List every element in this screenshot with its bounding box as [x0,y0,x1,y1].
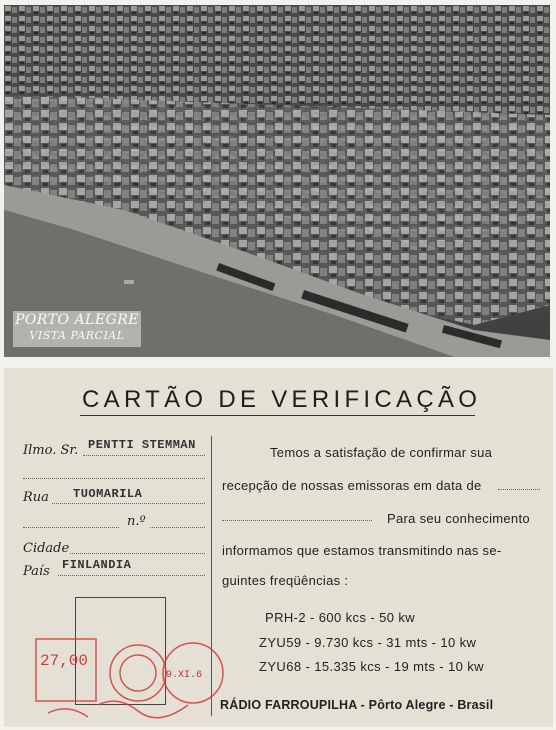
rua-line [52,503,205,504]
rua-value: TUOMARILA [73,487,143,501]
confirm-text-line1: Temos a satisfação de confirmar sua [270,445,493,460]
info-line [222,520,372,521]
photo-caption [13,311,141,347]
cidade-line [70,553,205,554]
card-title: CARTÃO DE VERIFICAÇÃO [82,386,482,413]
cidade-label: Cidade [23,541,70,556]
pais-line [58,575,205,576]
ilmo-line-2 [23,478,205,479]
ilmo-label: Ilmo. Sr. [23,443,79,458]
frequency-row-1: PRH-2 - 600 kcs - 50 kw [265,610,416,625]
confirm-text-line5: guintes freqüências : [222,573,349,588]
street-line [23,527,119,528]
caption-subtitle: VISTA PARCIAL [29,329,125,342]
ilmo-value: PENTTI STEMMAN [88,438,196,452]
frequency-row-3: ZYU68 - 15.335 kcs - 19 mts - 10 kw [259,659,484,674]
pais-value: FINLANDIA [62,558,132,572]
ilmo-line [83,455,205,456]
photo-illustration [4,5,550,357]
numero-line [150,527,205,528]
caption-city: PORTO ALEGRE [14,312,140,328]
date-line [498,489,540,490]
postage-meter-stamp [28,625,228,725]
frequency-row-2: ZYU59 - 9.730 kcs - 31 mts - 10 kw [259,635,477,650]
confirm-text-line2: recepção de nossas emissoras em data de [222,478,482,493]
city-aerial-photo [4,5,550,357]
station-footer: RÁDIO FARROUPILHA - Pôrto Alegre - Brasil [220,698,494,712]
pais-label: País [23,564,50,579]
postage-amount: 27,00 [40,652,89,670]
numero-label: n.º [127,514,146,529]
rua-label: Rua [23,490,49,505]
confirm-text-line4: informamos que estamos transmitindo nas se- [222,543,502,558]
postage-date: 9.XI.6 [166,670,203,681]
title-underline [80,415,475,416]
confirm-text-line3: Para seu conhecimento [387,511,530,526]
